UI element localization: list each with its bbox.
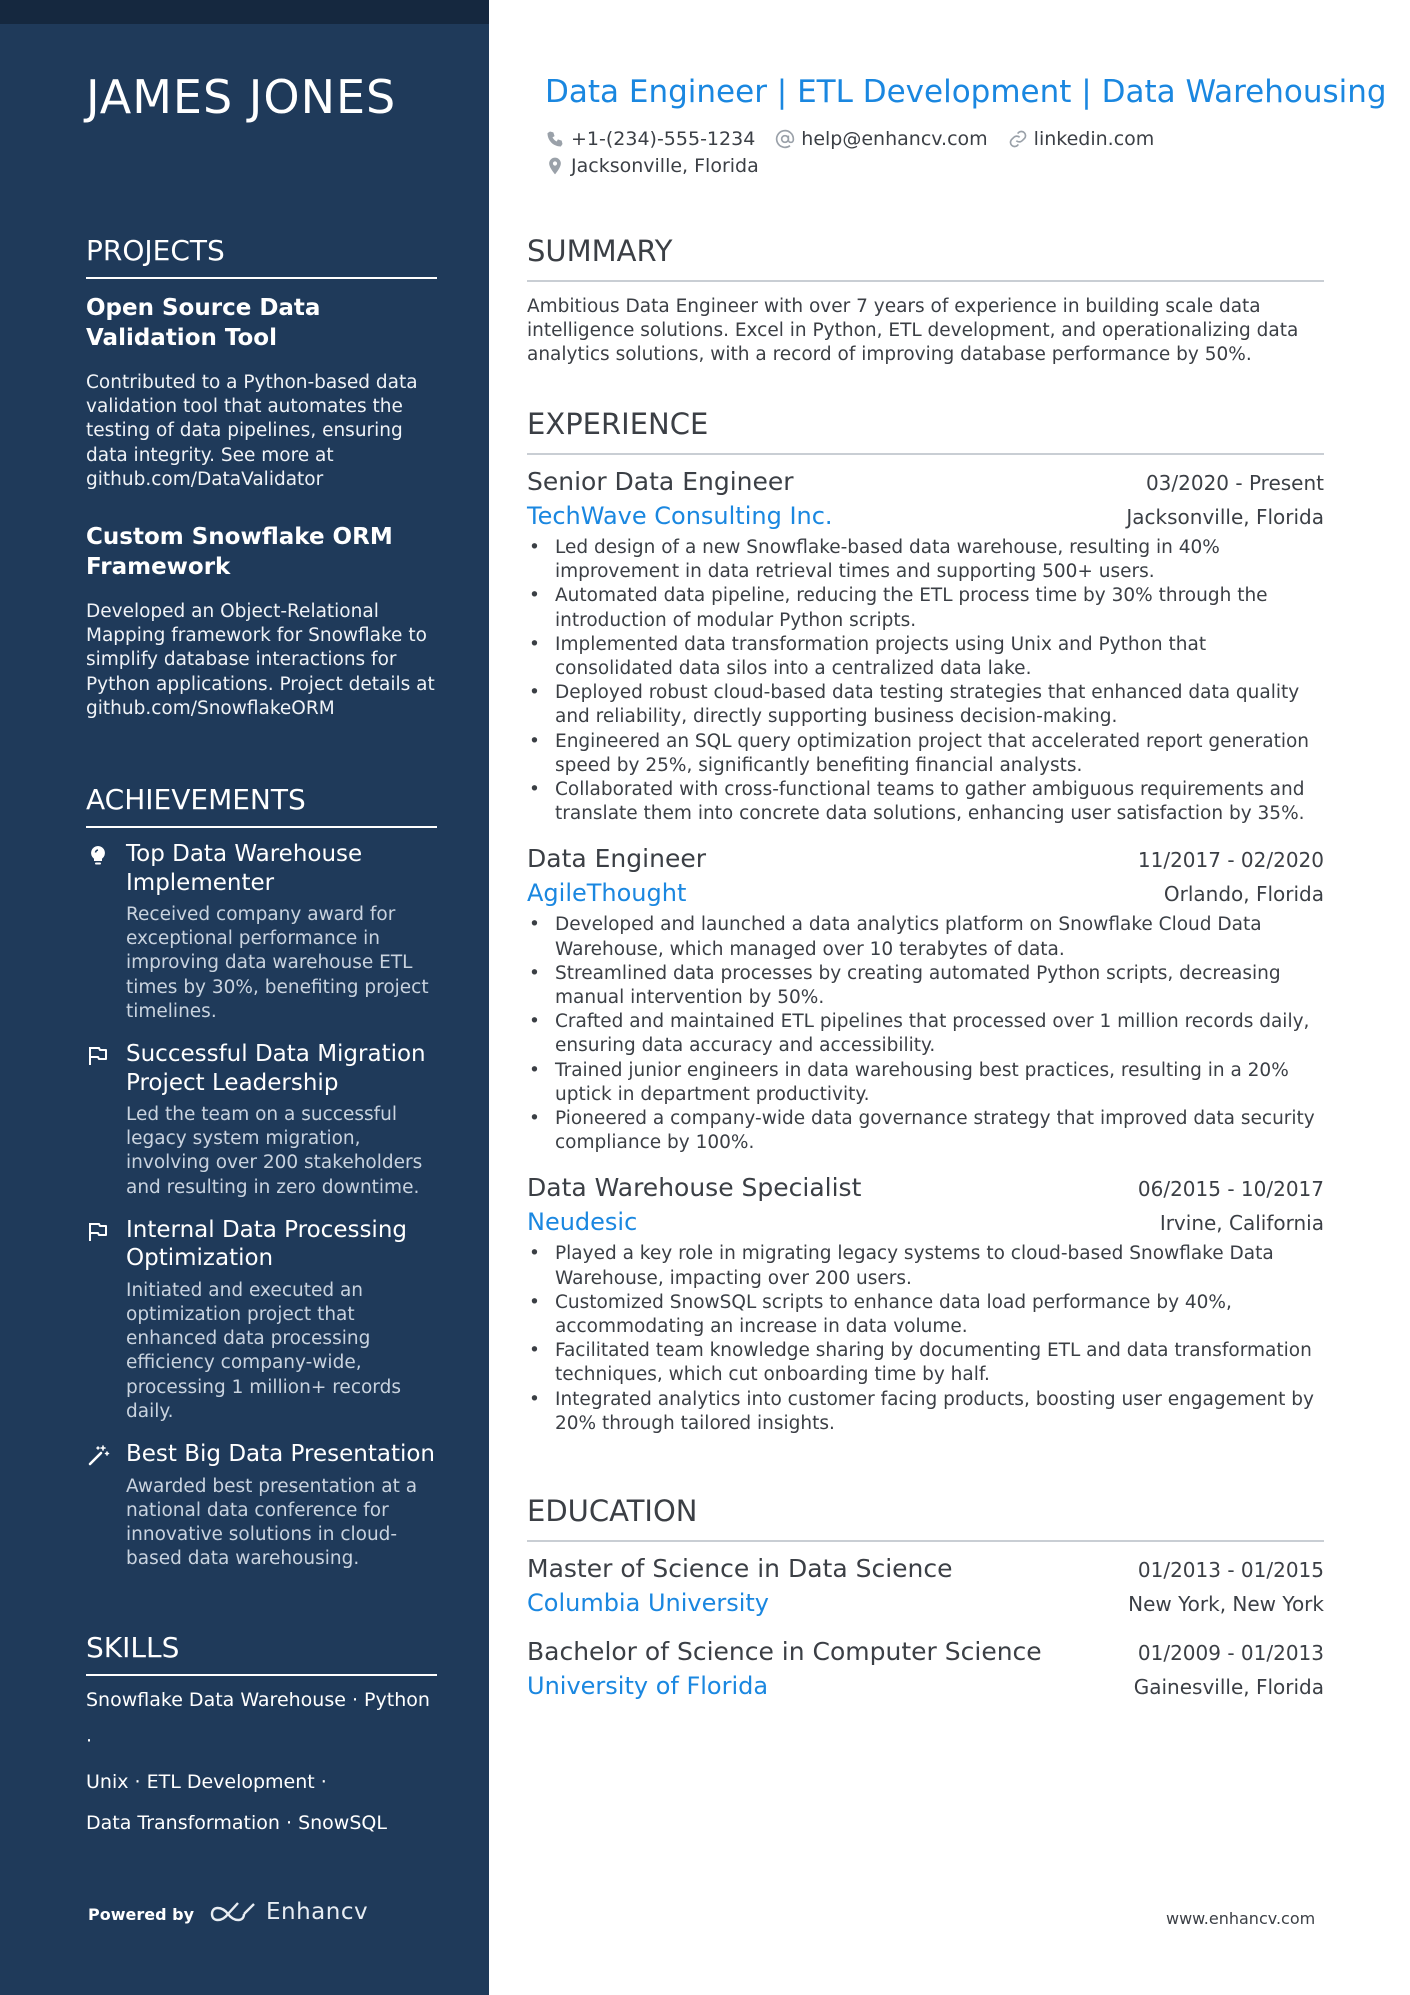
education-entry bbox=[527, 1637, 1324, 1700]
experience-section bbox=[527, 407, 1324, 1436]
achievement-description: Received company award for exceptional performance in improving data warehouse ETL times by 30%, benefiting project timelines. bbox=[126, 904, 429, 1022]
skills-line: Unix · ETL Development · bbox=[86, 1771, 327, 1793]
achievement-title: Internal Data Processing Optimization bbox=[126, 1216, 407, 1272]
location-text: Jacksonville, Florida bbox=[571, 155, 759, 177]
achievement-title: Top Data Warehouse Implementer bbox=[126, 841, 363, 896]
at-sign-icon bbox=[775, 129, 795, 149]
bullet-item: • Streamlined data processes by creating automated Python scripts, decreasing manual intervention by 50%. bbox=[527, 962, 1324, 1010]
location-row bbox=[545, 155, 779, 177]
magic-wand-icon bbox=[86, 1444, 110, 1468]
job-location: Jacksonville, Florida bbox=[1126, 505, 1324, 529]
project-description: Contributed to a Python-based data validation tool that automates the testing of data pipelines, ensuring data integrity. See more at github.com/DataValidator bbox=[86, 372, 418, 490]
achievement-title: Successful Data Migration Project Leadership bbox=[126, 1041, 426, 1096]
skills-line: Data Transformation · SnowSQL bbox=[86, 1812, 387, 1834]
achievement-item bbox=[86, 1440, 437, 1571]
job-location: Irvine, California bbox=[1159, 1211, 1324, 1236]
achievements-section bbox=[86, 783, 437, 1571]
degree-title: Master of Science in Data Science bbox=[527, 1554, 953, 1583]
footer-url[interactable]: www.enhancv.com bbox=[1166, 1909, 1316, 1928]
skills-list bbox=[86, 1680, 437, 1844]
project-title: Open Source Data Validation Tool bbox=[86, 295, 321, 351]
achievement-description: Initiated and executed an optimization project that enhanced data processing efficiency company-wide, processing 1 million+ records daily. bbox=[126, 1279, 401, 1422]
sidebar bbox=[0, 0, 489, 1995]
bullet-item: • Deployed robust cloud-based data testing strategies that enhanced data quality and reliability, directly supporting business decision-making. bbox=[527, 681, 1324, 729]
summary-text: Ambitious Data Engineer with over 7 years of experience in building scale data intelligence solutions. Excel in Python, ETL development, and operationalizing data analytics solutions, with a record of improving database performance by 50%. bbox=[527, 296, 1299, 366]
skills-heading: SKILLS bbox=[86, 1631, 437, 1676]
achievement-title: Best Big Data Presentation bbox=[126, 1441, 435, 1468]
job-entry bbox=[527, 467, 1324, 826]
contact-location bbox=[545, 155, 759, 177]
achievement-item bbox=[86, 840, 437, 1024]
bullet-item: • Collaborated with cross-functional teams to gather ambiguous requirements and translate them into concrete data solutions, enhancing user satisfaction by 35%. bbox=[527, 778, 1324, 826]
headline: Data Engineer | ETL Development | Data Warehousing bbox=[545, 74, 1387, 110]
job-date: 11/2017 - 02/2020 bbox=[1137, 848, 1324, 873]
achievement-item bbox=[86, 1216, 437, 1424]
job-title: Senior Data Engineer bbox=[527, 467, 794, 496]
school-location: New York, New York bbox=[1128, 1592, 1324, 1616]
experience-heading: EXPERIENCE bbox=[527, 407, 1324, 455]
job-title: Data Warehouse Specialist bbox=[527, 1173, 862, 1203]
linkedin-url: linkedin.com bbox=[1033, 128, 1155, 150]
bullet-item: • Played a key role in migrating legacy systems to cloud-based Snowflake Data Warehouse, impacting over 200 users. bbox=[527, 1242, 1324, 1290]
bullet-item: • Facilitated team knowledge sharing by documenting ETL and data transformation techniques, which cut onboarding time by half. bbox=[527, 1339, 1324, 1387]
company-name: TechWave Consulting Inc. bbox=[527, 502, 833, 530]
contact-email[interactable] bbox=[775, 128, 987, 150]
candidate-name: JAMES JONES bbox=[86, 70, 397, 124]
powered-by-label: Powered by bbox=[88, 1905, 194, 1924]
sidebar-top-bar bbox=[0, 0, 489, 24]
bullet-item: • Developed and launched a data analytics platform on Snowflake Cloud Data Warehouse, which managed over 10 terabytes of data. bbox=[527, 913, 1324, 961]
skills-section bbox=[86, 1631, 437, 1844]
skills-line: Snowflake Data Warehouse · Python · bbox=[86, 1689, 430, 1752]
projects-section bbox=[86, 234, 437, 721]
summary-section bbox=[527, 234, 1324, 368]
bullet-item: • Crafted and maintained ETL pipelines that processed over 1 million records daily, ensuring data accuracy and accessibility. bbox=[527, 1010, 1324, 1058]
contact-phone[interactable] bbox=[545, 128, 755, 150]
bullet-item: • Customized SnowSQL scripts to enhance data load performance by 40%, accommodating an increase in data volume. bbox=[527, 1291, 1324, 1339]
job-date: 03/2020 - Present bbox=[1145, 471, 1324, 495]
education-date: 01/2013 - 01/2015 bbox=[1137, 1558, 1324, 1582]
contact-row bbox=[545, 128, 1174, 150]
job-bullets bbox=[527, 1242, 1324, 1436]
link-icon bbox=[1008, 129, 1028, 149]
flag-icon bbox=[86, 1044, 110, 1068]
achievement-description: Awarded best presentation at a national data conference for innovative solutions in cloud-based data warehousing. bbox=[126, 1475, 418, 1570]
bullet-item: • Integrated analytics into customer facing products, boosting user engagement by 20% through tailored insights. bbox=[527, 1388, 1324, 1436]
contact-linkedin[interactable] bbox=[1008, 128, 1155, 150]
flag-icon bbox=[86, 1220, 110, 1244]
job-bullets bbox=[527, 913, 1324, 1155]
location-pin-icon bbox=[545, 156, 565, 176]
enhancv-logo-icon bbox=[208, 1900, 258, 1928]
achievements-heading: ACHIEVEMENTS bbox=[86, 783, 437, 828]
phone-number: +1-(234)-555-1234 bbox=[571, 128, 756, 150]
degree-title: Bachelor of Science in Computer Science bbox=[527, 1637, 1042, 1666]
school-name: Columbia University bbox=[527, 1589, 770, 1617]
lightbulb-icon bbox=[86, 844, 110, 868]
project-title: Custom Snowflake ORM Framework bbox=[86, 524, 393, 581]
job-entry bbox=[527, 1173, 1324, 1436]
bullet-item: • Implemented data transformation projects using Unix and Python that consolidated data silos into a centralized data lake. bbox=[527, 633, 1324, 681]
job-bullets bbox=[527, 536, 1324, 826]
education-entry bbox=[527, 1554, 1324, 1617]
project-description: Developed an Object-Relational Mapping framework for Snowflake to simplify database interactions for Python applications. Project details at github.com/SnowflakeORM bbox=[86, 601, 435, 719]
bullet-item: • Trained junior engineers in data warehousing best practices, resulting in a 20% uptick in department productivity. bbox=[527, 1059, 1324, 1107]
school-location: Gainesville, Florida bbox=[1133, 1675, 1324, 1699]
bullet-item: • Automated data pipeline, reducing the ETL process time by 30% through the introduction of modular Python scripts. bbox=[527, 584, 1324, 632]
enhancv-brand-name: Enhancv bbox=[266, 1899, 369, 1925]
job-date: 06/2015 - 10/2017 bbox=[1137, 1177, 1324, 1202]
achievement-description: Led the team on a successful legacy system migration, involving over 200 stakeholders and resulting in zero downtime. bbox=[126, 1104, 423, 1198]
phone-icon bbox=[545, 129, 565, 149]
job-location: Orlando, Florida bbox=[1163, 882, 1324, 907]
email-address: help@enhancv.com bbox=[801, 128, 988, 150]
bullet-item: • Pioneered a company-wide data governance strategy that improved data security compliance by 100%. bbox=[527, 1107, 1324, 1155]
education-section bbox=[527, 1494, 1324, 1700]
education-heading: EDUCATION bbox=[527, 1494, 1324, 1542]
job-title: Data Engineer bbox=[527, 844, 706, 874]
achievement-item bbox=[86, 1040, 437, 1200]
summary-heading: SUMMARY bbox=[527, 234, 1324, 282]
bullet-item: • Led design of a new Snowflake-based data warehouse, resulting in 40% improvement in data retrieval times and supporting 500+ users. bbox=[527, 536, 1324, 584]
projects-heading: PROJECTS bbox=[86, 234, 437, 279]
education-date: 01/2009 - 01/2013 bbox=[1137, 1641, 1324, 1665]
school-name: University of Florida bbox=[527, 1672, 769, 1700]
company-name: Neudesic bbox=[527, 1208, 638, 1237]
bullet-item: • Engineered an SQL query optimization project that accelerated report generation speed by 25%, significantly benefiting financial analysts. bbox=[527, 730, 1324, 778]
job-entry bbox=[527, 844, 1324, 1155]
company-name: AgileThought bbox=[527, 879, 687, 908]
